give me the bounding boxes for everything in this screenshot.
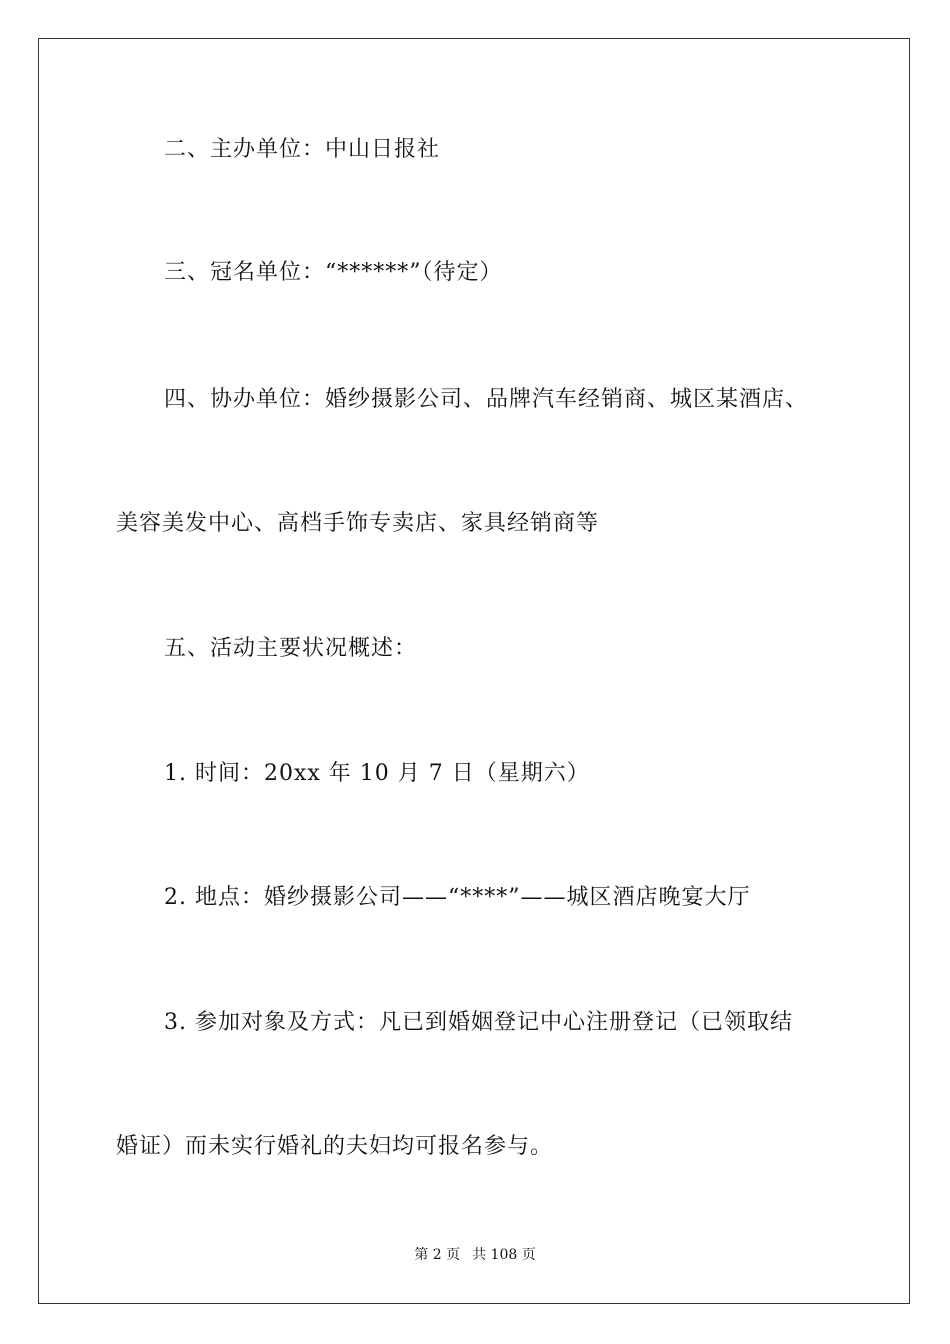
section-co-organizers: 四、协办单位：婚纱摄影公司、品牌汽车经销商、城区某酒店、: [164, 387, 809, 412]
section-title-sponsor: 三、冠名单位：“******”（待定）: [164, 260, 503, 285]
total-pages: 共 108 页: [472, 1247, 536, 1263]
item-time: 1. 时间：20xx 年 10 月 7 日（星期六）: [164, 761, 590, 786]
section-organizer: 二、主办单位：中山日报社: [164, 137, 441, 162]
page-number: 第 2 页: [414, 1247, 461, 1263]
item-location: 2. 地点：婚纱摄影公司——“****”——城区酒店晚宴大厅: [164, 885, 751, 910]
section-co-organizers-continued: 美容美发中心、高档手饰专卖店、家具经销商等: [116, 511, 600, 536]
page-border: [38, 38, 910, 1304]
item-participants-continued: 婚证）而未实行婚礼的夫妇均可报名参与。: [116, 1134, 554, 1159]
section-overview-heading: 五、活动主要状况概述：: [164, 636, 418, 661]
item-participants: 3. 参加对象及方式：凡已到婚姻登记中心注册登记（已领取结: [164, 1010, 793, 1035]
page-footer: [0, 1246, 950, 1264]
